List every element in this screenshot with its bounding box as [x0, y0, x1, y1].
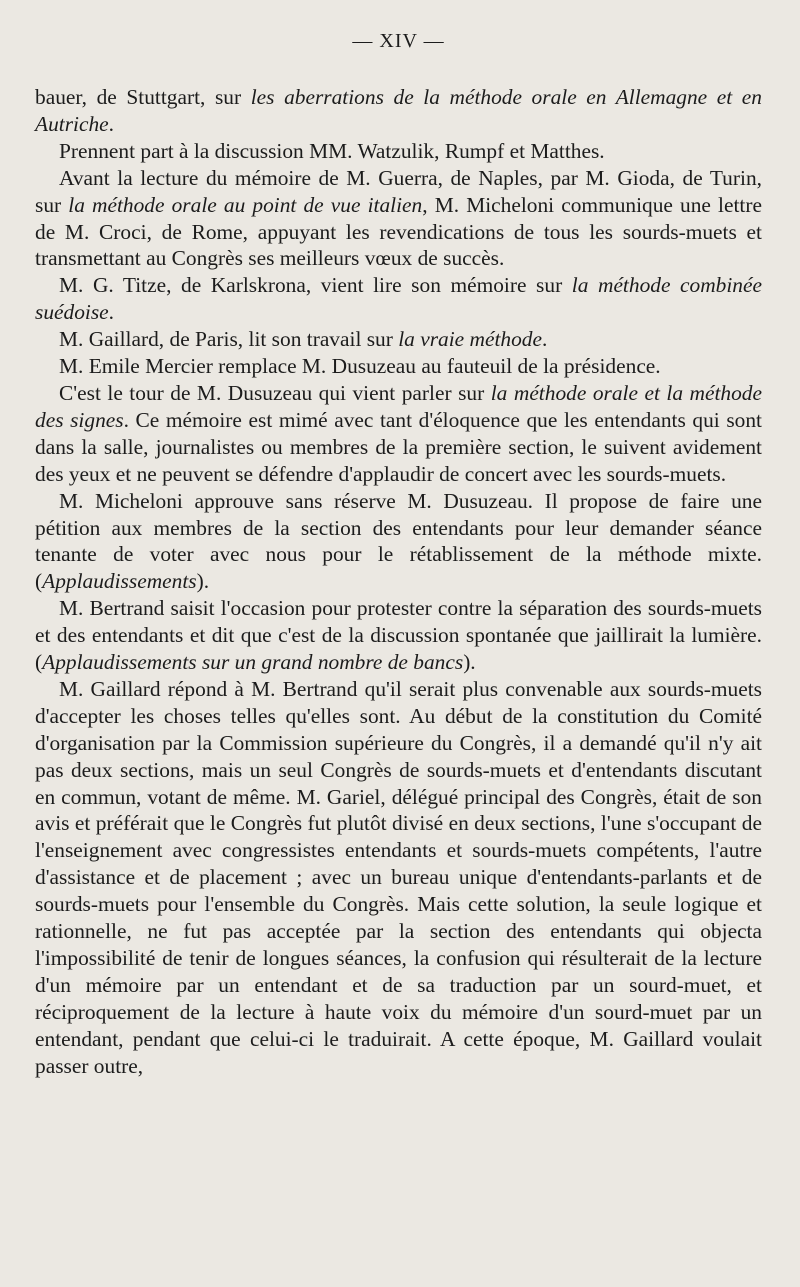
text-run: M. Gaillard, de Paris, lit son travail sur	[59, 327, 399, 352]
text-run: Avant la lecture du mémoire de M. Guerra, de Naples, par M. Gioda, de Turin, sur	[35, 165, 762, 217]
text-run: M. Emile Mercier remplace M. Dusuzeau au fauteuil de la présidence.	[59, 354, 661, 379]
paragraph	[35, 380, 762, 488]
italic-title: les aberrations de la méthode orale en Allemagne et en Autriche	[35, 85, 762, 136]
page-number: — XIV —	[352, 30, 445, 52]
text-run: . Ce mémoire est mimé avec tant d'éloquence que les entendants qui sont dans la salle, journalistes ou membres de la première section, le suivent avidement des yeux et ne peuvent se défendre d'applaudir de concert avec les sourds-muets.	[35, 407, 762, 486]
italic-title: Applaudissements	[42, 569, 197, 594]
paragraph	[35, 353, 762, 380]
text-run: M. G. Titze, de Karlskrona, vient lire son mémoire sur	[59, 273, 572, 298]
paragraph	[35, 84, 762, 138]
body-text	[35, 84, 762, 1080]
italic-title: Applaudissements sur un grand nombre de bancs	[42, 650, 464, 675]
text-run: .	[108, 111, 115, 136]
text-run: Prennent part à la discussion MM. Watzulik, Rumpf et Matthes.	[59, 138, 605, 163]
text-run: , M. Micheloni communique une lettre de M. Croci, de Rome, appuyant les revendications de tous les sourds-muets et transmettant au Congrès ses meilleurs vœux de succès.	[35, 192, 762, 271]
italic-title: la méthode orale au point de vue italien	[68, 192, 423, 217]
paragraph	[35, 165, 762, 273]
paragraph	[35, 272, 762, 326]
text-run: .	[108, 300, 115, 325]
paragraph	[35, 488, 762, 596]
text-run: .	[541, 327, 548, 352]
text-run: M. Bertrand saisit l'occasion pour protester contre la séparation des sourds-muets et des entendants et dit que c'est de la discussion spontanée que jaillirait la lumière. (	[35, 596, 762, 675]
italic-title: la méthode combinée suédoise	[35, 273, 762, 325]
text-run: C'est le tour de M. Dusuzeau qui vient parler sur	[59, 380, 491, 405]
text-run: M. Gaillard répond à M. Bertrand qu'il serait plus convenable aux sourds-muets d'accepter les choses telles qu'elles sont. Au début de la constitution du Comité d'organisation par la Commission supérieure du Congrès, il a demandé qu'il n'y ait pas deux sections, mais un seul Congrès de sourds-muets et d'entendants discutant en commun, votant de même. M. Gariel, délégué principal des Congrès, était de son avis et préférait que le Congrès fut plutôt divisé en deux sections, l'une s'occupant de l'enseignement avec congressistes entendants et sourds-muets compétents, l'autre d'assistance et de placement ; avec un bureau unique d'entendants-parlants et de sourds-muets pour l'ensemble du Congrès. Mais cette solution, la seule logique et rationnelle, ne fut pas acceptée par la section des entendants qui objecta l'impossibilité de tenir de longues séances, la confusion qui résulterait de la lecture d'un mémoire par un entendant et de sa traduction par un sourd-muet, et réciproquement de la lecture à haute voix du mémoire d'un sourd-muet par un entendant, pendant que celui-ci le traduirait. A cette époque, M. Gaillard voulait passer outre,	[35, 676, 762, 1078]
paragraph	[35, 676, 762, 1080]
paragraph	[35, 595, 762, 676]
text-run: M. Micheloni approuve sans réserve M. Dusuzeau. Il propose de faire une pétition aux membres de la section des entendants pour leur demander séance tenante de voter avec nous pour le rétablissement de la méthode mixte. (	[35, 488, 762, 594]
text-run: bauer, de Stuttgart, sur	[35, 85, 251, 109]
italic-title: la vraie méthode	[398, 327, 542, 352]
paragraph	[35, 326, 762, 353]
text-run: ).	[196, 569, 210, 594]
paragraph	[35, 138, 762, 165]
italic-title: la méthode orale et la méthode des signes	[35, 380, 762, 432]
text-run: ).	[463, 650, 476, 675]
